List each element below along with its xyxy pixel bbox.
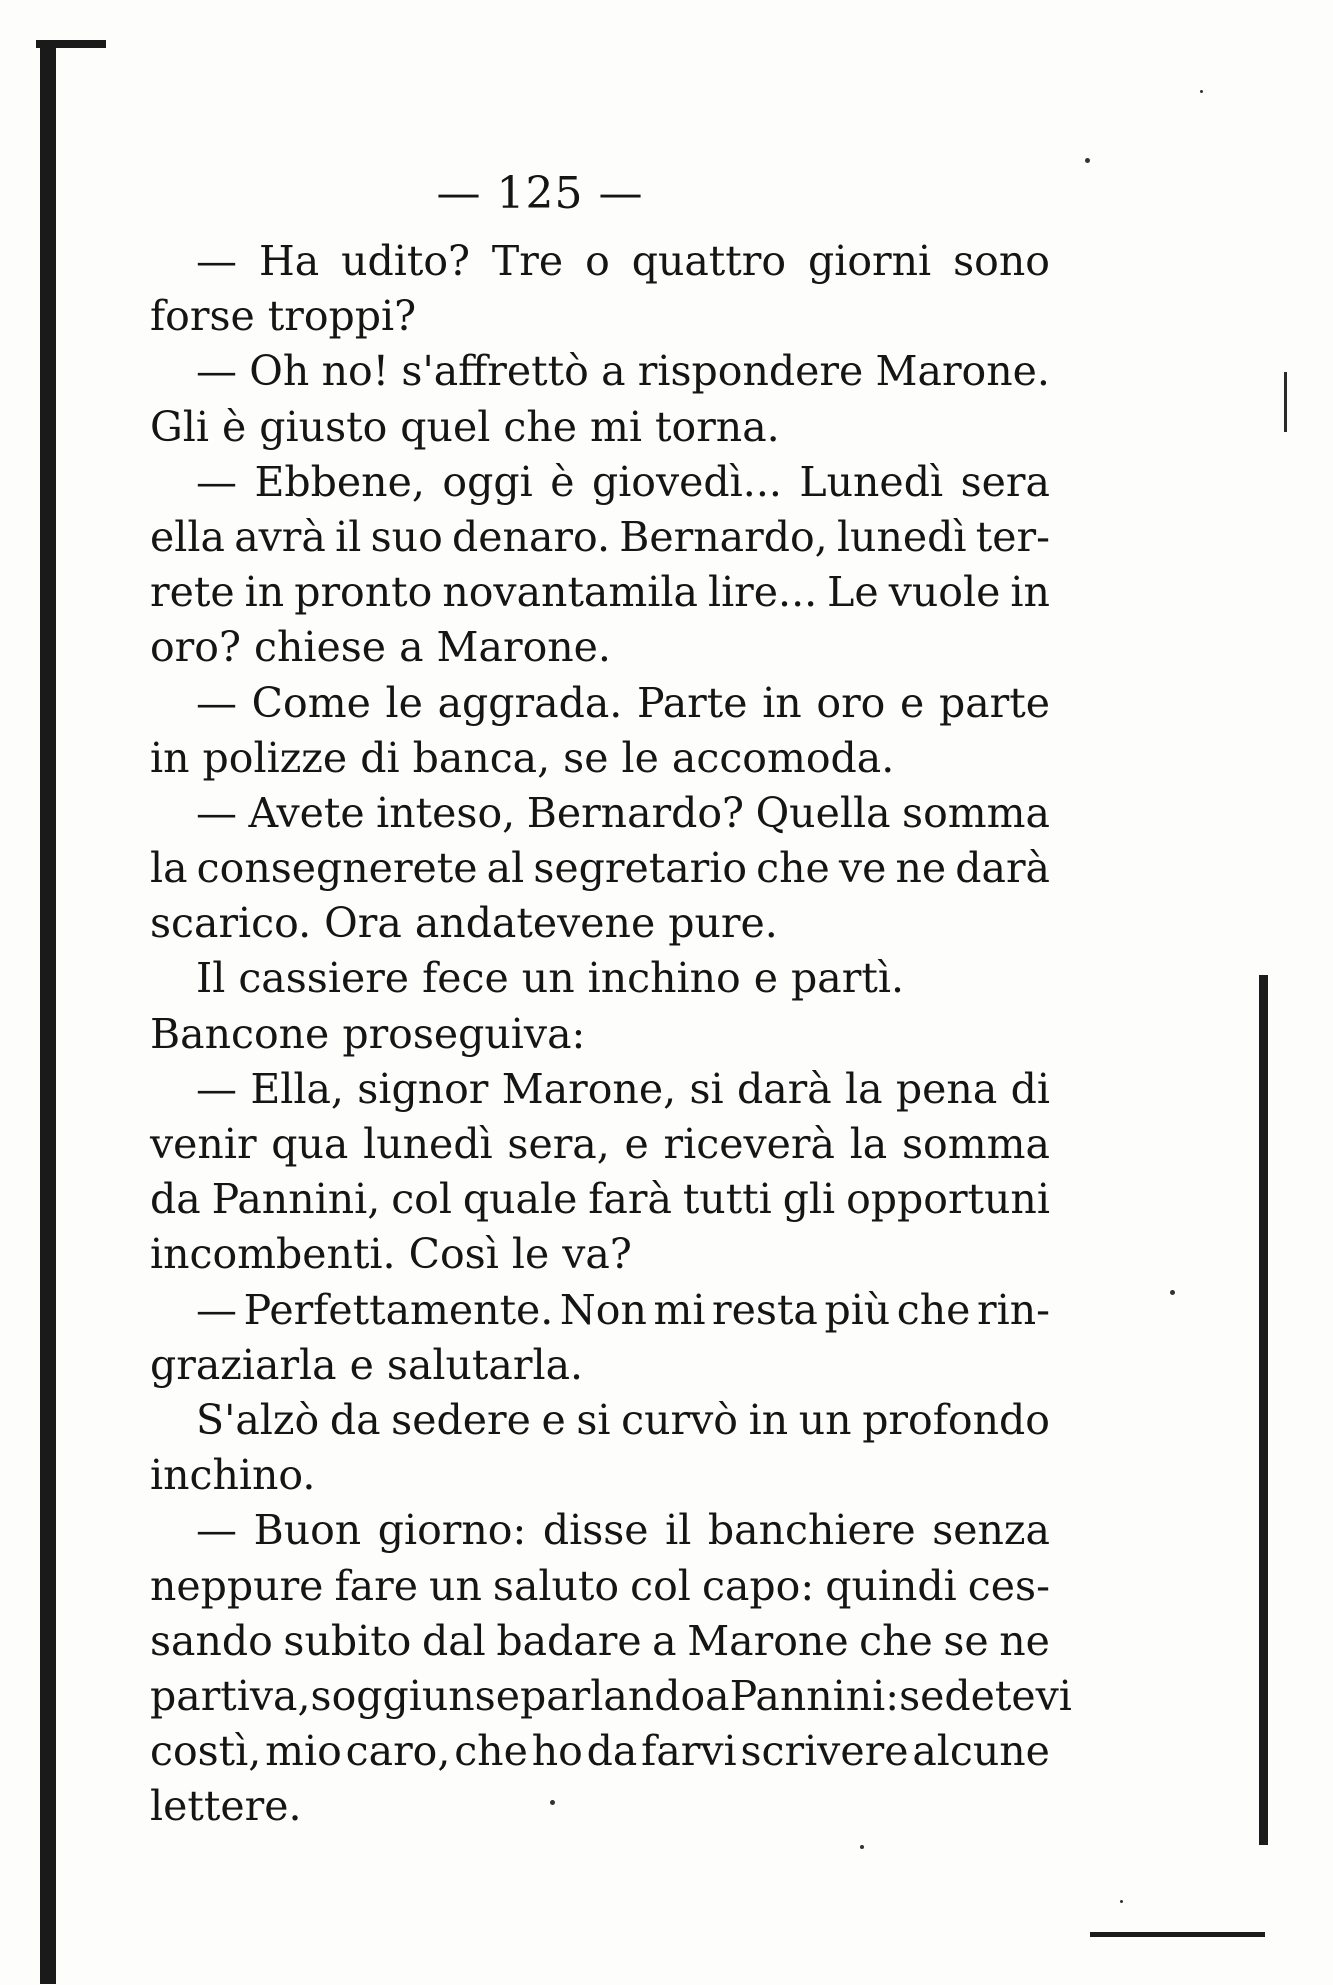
word: pronto (294, 568, 433, 617)
word: da (150, 1175, 201, 1224)
word: Marone (687, 1616, 849, 1665)
page-number: — 125 — (436, 168, 644, 219)
word: a (705, 1671, 730, 1720)
word: Bernardo, (619, 512, 828, 561)
word: inteso, (376, 788, 516, 837)
text-line: scarico. Ora andatevene pure. (150, 899, 778, 948)
word: da (586, 1727, 638, 1776)
word: parlando (519, 1671, 706, 1720)
word: fare (334, 1561, 418, 1610)
word: Come (251, 678, 371, 727)
text-line: oro? chiese a Marone. (150, 623, 611, 672)
word: subito (283, 1616, 412, 1665)
scan-speck (1120, 1900, 1123, 1903)
word: a (652, 1616, 677, 1665)
word: partiva, (150, 1671, 311, 1720)
word: riceverà (663, 1120, 835, 1168)
word: ne (895, 844, 947, 893)
word: resta (712, 1285, 818, 1334)
word: Le (827, 568, 879, 617)
word: venir (150, 1120, 257, 1168)
scan-speck (1170, 1290, 1175, 1295)
word: in (1010, 568, 1050, 617)
word: soggiunse (310, 1671, 520, 1720)
word: e (624, 1120, 649, 1168)
word: Tre (491, 237, 564, 285)
text-line: Gli è giusto quel che mi torna. (150, 402, 780, 451)
word: s'affrettò (401, 347, 589, 396)
word: gli (782, 1175, 836, 1224)
word: Non (559, 1285, 647, 1334)
word: — (196, 237, 237, 285)
word: dal (421, 1616, 486, 1665)
word: consegnerete (196, 844, 478, 893)
word: farà (588, 1175, 672, 1224)
word: ne (999, 1616, 1050, 1665)
word: rispondere (637, 347, 864, 396)
word: farvi (641, 1727, 737, 1776)
word: Buon (253, 1506, 362, 1555)
word: sono (953, 237, 1050, 285)
word: è (550, 457, 575, 506)
word: darà (955, 844, 1050, 893)
word: — (196, 788, 237, 837)
text-line (150, 1559, 1050, 1614)
word: — (196, 678, 237, 727)
word: S'alzò (196, 1395, 320, 1444)
word: rete (150, 568, 235, 617)
word: lire... (707, 568, 818, 617)
word: che (756, 844, 830, 893)
word: si (576, 1395, 611, 1444)
scan-edge-bottom (1090, 1932, 1265, 1937)
word: caro, (345, 1727, 451, 1776)
word: rin- (977, 1285, 1050, 1334)
word: somma (902, 788, 1050, 837)
word: — (196, 1506, 237, 1555)
word: la (150, 844, 188, 893)
text-line (150, 1062, 1050, 1117)
word: Oh (249, 347, 310, 396)
text-line (150, 786, 1050, 841)
word: Bernardo? (526, 788, 745, 837)
word: si (689, 1064, 724, 1113)
word: giovedì... (591, 457, 782, 506)
text-line: Il cassiere fece un inchino e partì. (196, 954, 904, 1003)
word: Perfettamente. (243, 1285, 554, 1334)
word: in (244, 568, 285, 617)
word: novantamila (442, 568, 698, 617)
word: segretario (533, 844, 748, 893)
scan-mark-right (1284, 372, 1287, 432)
word: in (748, 1395, 789, 1444)
word: giorni (807, 237, 932, 285)
word: Ebbene, (254, 457, 425, 506)
word: un (429, 1561, 482, 1610)
word: e (900, 678, 925, 727)
word: la (849, 1120, 888, 1168)
word: ces- (967, 1561, 1050, 1610)
word: mio (265, 1727, 342, 1776)
word: lunedì (836, 512, 967, 561)
word: Pannini: (729, 1671, 900, 1720)
scan-edge-left (40, 44, 56, 1984)
word: curvò (621, 1395, 738, 1444)
word: e (541, 1395, 566, 1444)
word: da (329, 1395, 381, 1444)
text-line (150, 234, 1050, 289)
word: a (601, 347, 626, 396)
word: più (824, 1285, 891, 1334)
word: suo (370, 512, 443, 561)
text-line (150, 510, 1050, 565)
word: aggrada. (437, 678, 623, 727)
word: — (196, 1064, 237, 1113)
scan-edge-right (1259, 975, 1268, 1845)
word: vuole (888, 568, 1001, 617)
word: se (943, 1616, 989, 1665)
word: signor (357, 1064, 489, 1113)
text-line (150, 1614, 1050, 1669)
text-line: incombenti. Così le va? (150, 1230, 632, 1279)
text-line (150, 455, 1050, 510)
word: quindi (825, 1561, 957, 1610)
text-line: forse troppi? (150, 292, 417, 341)
text-line (150, 1393, 1050, 1448)
word: costì, (150, 1727, 262, 1776)
word: — (196, 347, 237, 396)
word: quattro (631, 237, 787, 285)
word: no! (321, 347, 390, 396)
word: Pannini, (211, 1175, 381, 1224)
word: Avete (248, 788, 365, 837)
text-line (150, 1724, 1050, 1779)
text-line (150, 1503, 1050, 1558)
word: alcune (912, 1727, 1050, 1776)
word: denaro. (452, 512, 610, 561)
word: neppure (150, 1561, 324, 1610)
word: Ha (258, 237, 320, 285)
word: Parte (636, 678, 748, 727)
text-line: lettere. (150, 1782, 302, 1831)
word: Marone. (875, 347, 1050, 396)
word: profondo (862, 1395, 1050, 1444)
text-line: Bancone proseguiva: (150, 1009, 586, 1058)
word: avrà (234, 512, 326, 561)
word: ho (531, 1727, 583, 1776)
text-line: in polizze di banca, se le accomoda. (150, 733, 895, 782)
word: le (385, 678, 423, 727)
text-line (150, 565, 1050, 620)
word: Quella (755, 788, 891, 837)
word: darà (736, 1064, 832, 1113)
word: banchiere (707, 1506, 916, 1555)
word: che (454, 1727, 528, 1776)
word: al (486, 844, 525, 893)
word: un (798, 1395, 852, 1444)
text-line (150, 1669, 1072, 1724)
word: che (896, 1285, 971, 1334)
word: sera (960, 457, 1050, 506)
scan-speck (1200, 90, 1203, 93)
word: il (335, 512, 362, 561)
text-line (150, 344, 1050, 399)
word: opportuni (846, 1175, 1050, 1224)
word: quale (462, 1175, 578, 1224)
word: Lunedì (799, 457, 944, 506)
word: ter- (975, 512, 1050, 561)
word: senza (932, 1506, 1050, 1555)
word: ve (838, 844, 887, 893)
word: qua (271, 1120, 349, 1168)
word: tutti (682, 1175, 772, 1224)
word: sedetevi (899, 1671, 1072, 1720)
word: sera, (507, 1120, 610, 1168)
word: di (1010, 1064, 1050, 1113)
word: udito? (341, 237, 470, 285)
word: pena (895, 1064, 998, 1113)
word: scrivere (740, 1727, 909, 1776)
word: o (585, 237, 610, 285)
text-line (150, 841, 1050, 896)
word: — (196, 457, 237, 506)
word: oro (816, 678, 886, 727)
text-line (150, 1117, 1050, 1172)
text-line: inchino. (150, 1451, 316, 1500)
scan-speck (860, 1845, 864, 1849)
word: oggi (442, 457, 533, 506)
body-text (150, 234, 1072, 1834)
word: — (196, 1285, 237, 1334)
text-line: graziarla e salutarla. (150, 1340, 584, 1389)
text-line (150, 676, 1050, 731)
word: in (762, 678, 802, 727)
word: che (859, 1616, 933, 1665)
word: sedere (391, 1395, 531, 1444)
text-line (150, 1172, 1050, 1227)
word: la (845, 1064, 883, 1113)
word: parte (938, 678, 1050, 727)
word: disse (542, 1506, 649, 1555)
word: somma (901, 1120, 1050, 1168)
word: sando (150, 1616, 273, 1665)
text-line (150, 1283, 1050, 1338)
word: badare (496, 1616, 642, 1665)
word: Ella, (250, 1064, 344, 1113)
word: col (391, 1175, 452, 1224)
word: Marone, (501, 1064, 677, 1113)
word: mi (653, 1285, 706, 1334)
word: il (665, 1506, 692, 1555)
word: lunedì (363, 1120, 493, 1168)
word: saluto (492, 1561, 620, 1610)
word: giorno: (377, 1506, 527, 1555)
word: capo: (701, 1561, 815, 1610)
word: col (630, 1561, 691, 1610)
scan-speck (1085, 158, 1090, 163)
word: ella (150, 512, 225, 561)
